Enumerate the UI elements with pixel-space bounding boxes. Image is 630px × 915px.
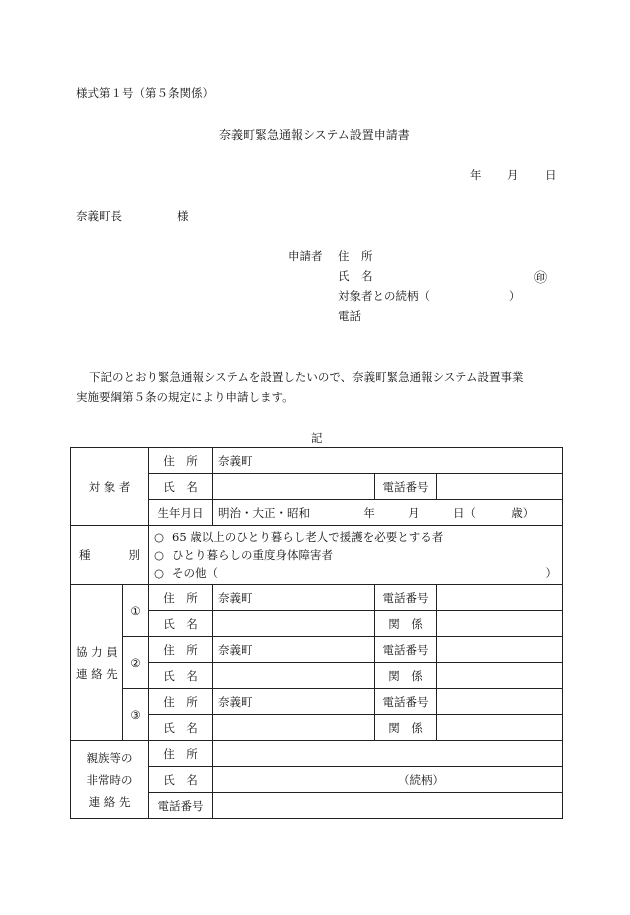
- cooperators-label: [71, 585, 123, 741]
- date-year-label: 年: [470, 168, 482, 182]
- cooperator-2-name-field[interactable]: [213, 663, 375, 689]
- subject-address-row: [71, 448, 563, 474]
- emergency-relation-label: （続柄）: [398, 772, 444, 787]
- cooperator-3-relation-field[interactable]: [437, 715, 563, 741]
- emergency-label: [71, 741, 149, 819]
- cooperator-number-3: ③: [123, 689, 149, 741]
- cooperator-2-phone-field[interactable]: [437, 637, 563, 663]
- subject-address-field[interactable]: 奈義町: [213, 448, 563, 474]
- addressee-honorific: 様: [177, 209, 189, 223]
- applicant-address-label: 住 所: [338, 249, 373, 263]
- category-option-disabled[interactable]: [154, 546, 557, 564]
- cooperator-3-name-field[interactable]: [213, 715, 375, 741]
- emergency-address-field[interactable]: [213, 741, 563, 767]
- ki-label: 記: [311, 431, 323, 445]
- cooperator-name-label: 氏 名: [149, 663, 213, 689]
- cooperator-relation-label: 関 係: [375, 611, 437, 637]
- option-other-close: ）: [545, 566, 558, 580]
- age-label: 歳）: [511, 505, 535, 520]
- subject-phone-field[interactable]: [437, 474, 563, 500]
- body-text-line2: 実施要綱第５条の規定により申請します。: [76, 390, 294, 404]
- date-day-label: 日: [545, 168, 557, 182]
- category-label-left: 種: [79, 548, 91, 562]
- emergency-name-label: 氏 名: [149, 767, 213, 793]
- cooperator-relation-label: 関 係: [375, 663, 437, 689]
- cooperator-phone-label: 電話番号: [375, 689, 437, 715]
- emergency-phone-label: 電話番号: [149, 793, 213, 819]
- cooperator-number-2: ②: [123, 637, 149, 689]
- cooperator-1-address-row: [71, 585, 563, 611]
- category-options: [149, 526, 563, 585]
- cooperator-relation-label: 関 係: [375, 715, 437, 741]
- emergency-name-field[interactable]: [213, 767, 563, 793]
- cooperator-address-label: 住 所: [149, 637, 213, 663]
- birth-day-label: 日（: [452, 505, 476, 520]
- date-month-label: 月: [507, 168, 519, 182]
- cooperator-2-address-field[interactable]: 奈義町: [213, 637, 375, 663]
- subject-birth-label: 生年月日: [149, 500, 213, 526]
- subject-address-label: 住 所: [149, 448, 213, 474]
- option-text: 65 歳以上のひとり暮らし老人で援護を必要とする者: [172, 530, 444, 544]
- option-text: ひとり暮らしの重度身体障害者: [172, 548, 333, 562]
- page-title: 奈義町緊急通報システム設置申請書: [219, 128, 410, 142]
- radio-circle-icon[interactable]: ○: [154, 548, 165, 562]
- cooperator-1-relation-field[interactable]: [437, 611, 563, 637]
- category-label-right: 別: [128, 548, 140, 562]
- cooperator-1-name-field[interactable]: [213, 611, 375, 637]
- radio-circle-icon[interactable]: ○: [154, 566, 165, 580]
- applicant-relation-close: ）: [509, 289, 521, 303]
- cooperator-2-relation-field[interactable]: [437, 663, 563, 689]
- body-text-line1: 下記のとおり緊急通報システムを設置したいので、奈義町緊急通報システム設置事業: [89, 370, 524, 384]
- cooperator-phone-label: 電話番号: [375, 637, 437, 663]
- emergency-label-line1: 親族等の: [86, 750, 133, 765]
- birth-year-label: 年: [363, 505, 375, 520]
- subject-phone-label: 電話番号: [375, 474, 437, 500]
- cooperator-3-address-field[interactable]: 奈義町: [213, 689, 375, 715]
- seal-mark: ㊞: [534, 271, 548, 286]
- cooperators-label-line1: 協 力 員: [76, 644, 118, 659]
- emergency-phone-field[interactable]: [213, 793, 563, 819]
- cooperator-address-label: 住 所: [149, 585, 213, 611]
- applicant-name-label: 氏 名: [338, 269, 373, 283]
- category-label: [71, 526, 149, 585]
- birth-month-label: 月: [408, 505, 420, 520]
- birth-era: 明治・大正・昭和: [218, 505, 310, 520]
- emergency-address-row: [71, 741, 563, 767]
- cooperator-1-phone-field[interactable]: [437, 585, 563, 611]
- cooperator-name-label: 氏 名: [149, 715, 213, 741]
- subject-birth-field[interactable]: [213, 500, 563, 526]
- category-row: [71, 526, 563, 585]
- radio-circle-icon[interactable]: ○: [154, 530, 165, 544]
- cooperator-name-label: 氏 名: [149, 611, 213, 637]
- cooperator-2-address-row: [71, 637, 563, 663]
- addressee-name: 奈義町長: [76, 209, 122, 223]
- cooperator-number-1: ①: [123, 585, 149, 637]
- category-option-other[interactable]: [154, 564, 557, 582]
- cooperator-address-label: 住 所: [149, 689, 213, 715]
- subject-label: 対 象 者: [71, 448, 149, 526]
- emergency-address-label: 住 所: [149, 741, 213, 767]
- applicant-label: 申請者: [288, 249, 323, 263]
- cooperator-1-address-field[interactable]: 奈義町: [213, 585, 375, 611]
- application-table: [70, 447, 563, 819]
- subject-name-field[interactable]: [213, 474, 375, 500]
- emergency-label-line3: 連 絡 先: [88, 794, 131, 809]
- cooperator-3-phone-field[interactable]: [437, 689, 563, 715]
- form-number: 様式第１号（第５条関係）: [76, 86, 214, 100]
- cooperators-label-line2: 連 絡 先: [76, 666, 118, 681]
- option-text: その他（: [172, 566, 218, 580]
- emergency-label-line2: 非常時の: [86, 772, 133, 787]
- applicant-relation-label: 対象者との続柄（: [338, 289, 430, 303]
- category-option-elderly[interactable]: [154, 528, 557, 546]
- subject-name-label: 氏 名: [149, 474, 213, 500]
- cooperator-3-address-row: [71, 689, 563, 715]
- applicant-phone-label: 電話: [338, 309, 361, 323]
- cooperator-phone-label: 電話番号: [375, 585, 437, 611]
